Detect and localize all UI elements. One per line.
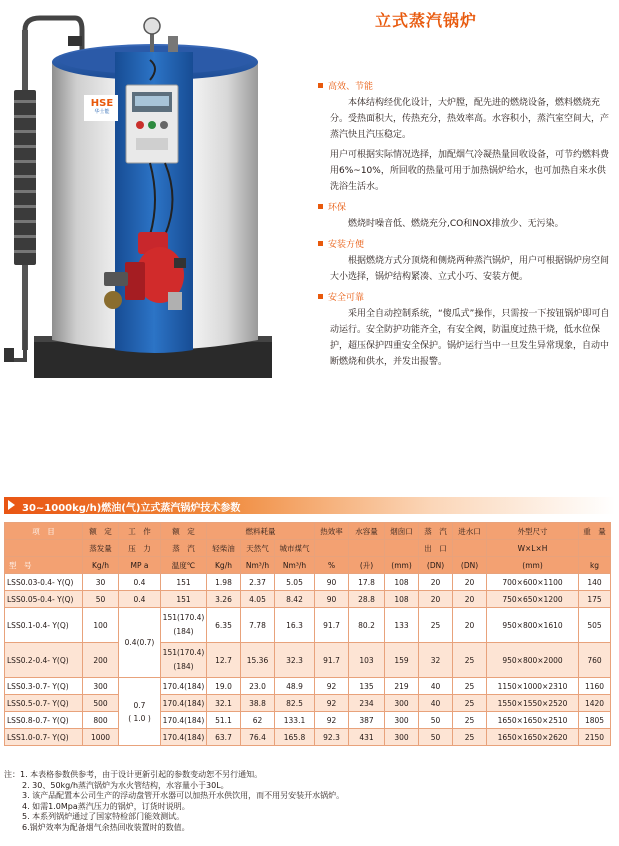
table-cell: 2150: [579, 729, 611, 746]
table-cell: 50: [419, 729, 453, 746]
unit-label: (mm): [385, 557, 419, 574]
table-cell: 19.0: [207, 678, 241, 695]
table-cell: 1.98: [207, 574, 241, 591]
table-cell: 431: [349, 729, 385, 746]
header-fuel-gas: 天然气: [241, 540, 275, 557]
header-temp-2: 蒸 汽: [161, 540, 207, 557]
table-cell: 38.8: [241, 695, 275, 712]
section-title: 30~1000kg/h)燃油(气)立式蒸汽锅炉技术参数: [22, 503, 241, 514]
table-cell: 108: [385, 591, 419, 608]
unit-label: kg: [579, 557, 611, 574]
table-cell: 92: [315, 712, 349, 729]
header-steam-2: 出 口: [419, 540, 453, 557]
table-cell: 91.7: [315, 643, 349, 678]
table-cell: 48.9: [275, 678, 315, 695]
table-cell: LSS0.5-0.7- Y(Q): [5, 695, 83, 712]
table-cell: 15.36: [241, 643, 275, 678]
note-line: 2. 30、50kg/h蒸汽锅炉为水火管结构，水容量小于30L。: [22, 780, 229, 790]
feature-text: 用户可根据实际情况选择，加配烟气冷凝热量回收设备，可节约燃料费用6%~10%，所回收的热量可用于加热锅炉给水，也可加热自来水供洗浴生活水。: [330, 150, 610, 192]
feature-text: 采用全自动控制系统，“傻瓜式”操作，只需按一下按钮锅炉即可自动运行。安全防护功能齐全，有安全阀，防温度过热干烧，低水位保护，超压保护四重安全保护。锅炉运行当中一旦发生异常现象，自动中断燃烧和供水，并发出报警。: [330, 309, 610, 367]
table-cell: LSS0.03-0.4- Y(Q): [5, 574, 83, 591]
table-cell: 300: [385, 695, 419, 712]
table-cell: 28.8: [349, 591, 385, 608]
feature-heading: 环保: [318, 199, 610, 213]
table-cell: 25: [453, 729, 487, 746]
table-row: [5, 574, 611, 591]
note-line: 注：1. 本表格参数供参考，由于设计更新引起的参数变动恕不另行通知。: [4, 770, 263, 779]
table-cell: 92: [315, 695, 349, 712]
arrow-right-icon: [8, 500, 15, 510]
table-cell: 1550×1550×2520: [487, 695, 579, 712]
table-cell: 100: [83, 608, 119, 643]
header-rated: 额 定: [83, 523, 119, 540]
note-line: 6.锅炉效率为配备烟气余热回收装置时的数值。: [22, 822, 190, 832]
header-model: 型 号: [5, 557, 83, 574]
table-cell: 25: [453, 643, 487, 678]
table-cell: 6.35: [207, 608, 241, 643]
table-cell: 103: [349, 643, 385, 678]
table-cell: 20: [419, 574, 453, 591]
table-cell: 50: [83, 591, 119, 608]
table-row: [5, 591, 611, 608]
table-cell: 1150×1000×2310: [487, 678, 579, 695]
table-row: [5, 678, 611, 695]
brand-logo: [87, 98, 117, 116]
feature-text: 本体结构经优化设计，大炉膛，配先进的燃烧设备，燃料燃烧充分。受热面积大，传热充分，热效率高。水容积小，蒸汽室空间大，产蒸汽快且汽压稳定。: [330, 98, 610, 140]
table-cell: 300: [385, 729, 419, 746]
table-cell: 165.8: [275, 729, 315, 746]
table-cell: 82.5: [275, 695, 315, 712]
header-rated-2: 蒸发量: [83, 540, 119, 557]
header-fuel: 燃料耗量: [207, 523, 315, 540]
table-cell: 170.4(184): [161, 729, 207, 746]
note-line: 3. 该产品配置本公司生产的浮动盘管开水器可以加热开水供饮用，而不用另安装开水锅炉。: [22, 791, 345, 801]
header-water: 水容量: [349, 523, 385, 540]
unit-label: MP a: [119, 557, 161, 574]
table-cell: 300: [83, 678, 119, 695]
table-cell: 92: [315, 678, 349, 695]
note-line: 5. 本系列锅炉通过了国家特检部门能效测试。: [22, 812, 185, 822]
unit-label: Kg/h: [83, 557, 119, 574]
table-cell: 30: [83, 574, 119, 591]
table-cell: 387: [349, 712, 385, 729]
table-cell: 20: [453, 591, 487, 608]
table-cell: 1420: [579, 695, 611, 712]
feature-text: 燃烧时噪音低、燃烧充分,CO和NOX排放少、无污染。: [348, 219, 564, 229]
table-cell: 135: [349, 678, 385, 695]
table-cell: 700×600×1100: [487, 574, 579, 591]
table-cell: LSS1.0-0.7- Y(Q): [5, 729, 83, 746]
table-cell: 159: [385, 643, 419, 678]
brand-logo-text: HSE: [90, 98, 114, 109]
table-cell: 950×800×2000: [487, 643, 579, 678]
table-cell: 20: [419, 591, 453, 608]
header-flue: 烟囱口: [385, 523, 419, 540]
table-cell: 40: [419, 695, 453, 712]
table-cell: 760: [579, 643, 611, 678]
header-weight: 重 量: [579, 523, 611, 540]
table-cell: 12.7: [207, 643, 241, 678]
unit-label: (DN): [419, 557, 453, 574]
feature-heading: 安装方便: [318, 236, 610, 250]
notes: [4, 770, 614, 834]
table-cell: 17.8: [349, 574, 385, 591]
table-cell: LSS0.05-0.4- Y(Q): [5, 591, 83, 608]
table-row: [5, 729, 611, 746]
table-cell: 90: [315, 574, 349, 591]
unit-label: %: [315, 557, 349, 574]
header-pressure-2: 压 力: [119, 540, 161, 557]
table-cell: 25: [419, 608, 453, 643]
table-cell: 23.0: [241, 678, 275, 695]
bullet-square-icon: [318, 204, 323, 209]
note-line: 4. 如需1.0Mpa蒸汽压力的锅炉，订货时说明。: [22, 801, 190, 811]
table-cell: 500: [83, 695, 119, 712]
table-cell: 133.1: [275, 712, 315, 729]
table-cell: 32.3: [275, 643, 315, 678]
header-dim-sub: W×L×H: [487, 540, 579, 557]
table-cell: 51.1: [207, 712, 241, 729]
table-cell: 20: [453, 608, 487, 643]
table-cell: 1000: [83, 729, 119, 746]
table-cell: 1650×1650×2510: [487, 712, 579, 729]
table-cell: 0.4: [119, 591, 161, 608]
table-row: [5, 695, 611, 712]
table-cell: 16.3: [275, 608, 315, 643]
table-cell: 170.4(184): [161, 712, 207, 729]
table-cell: 8.42: [275, 591, 315, 608]
table-row: [5, 643, 611, 678]
table-cell: 151: [161, 591, 207, 608]
table-cell: 25: [453, 712, 487, 729]
table-cell: 1650×1650×2620: [487, 729, 579, 746]
table-cell: LSS0.3-0.7- Y(Q): [5, 678, 83, 695]
table-cell: 32: [419, 643, 453, 678]
table-cell: 234: [349, 695, 385, 712]
table-cell: 91.7: [315, 608, 349, 643]
table-cell: 133: [385, 608, 419, 643]
feature-list: [318, 78, 610, 374]
header-steam: 蒸 汽: [419, 523, 453, 540]
table-cell: 170.4(184): [161, 678, 207, 695]
table-cell: 300: [385, 712, 419, 729]
table-cell: LSS0.8-0.7- Y(Q): [5, 712, 83, 729]
section-header: [4, 497, 615, 514]
table-cell: 5.05: [275, 574, 315, 591]
page-title: 立式蒸汽锅炉: [375, 11, 478, 30]
unit-label: Kg/h: [207, 557, 241, 574]
table-cell: 76.4: [241, 729, 275, 746]
header-item: 项 目: [5, 523, 83, 540]
header-inlet: 进水口: [453, 523, 487, 540]
table-cell: 4.05: [241, 591, 275, 608]
unit-label: Nm³/h: [275, 557, 315, 574]
table-row: [5, 608, 611, 643]
table-cell: 1805: [579, 712, 611, 729]
table-cell: 32.1: [207, 695, 241, 712]
bullet-square-icon: [318, 83, 323, 88]
table-cell: 92.3: [315, 729, 349, 746]
table-cell: 175: [579, 591, 611, 608]
table-cell: 200: [83, 643, 119, 678]
table-cell: 170.4(184): [161, 695, 207, 712]
bullet-square-icon: [318, 241, 323, 246]
table-cell: 505: [579, 608, 611, 643]
header-fuel-city: 城市煤气: [275, 540, 315, 557]
table-cell: 3.26: [207, 591, 241, 608]
table-cell: 950×800×1610: [487, 608, 579, 643]
boiler-illustration: [0, 0, 330, 395]
feature-heading: 高效、节能: [318, 78, 610, 92]
table-cell: 25: [453, 695, 487, 712]
unit-label: (升): [349, 557, 385, 574]
table-cell: 80.2: [349, 608, 385, 643]
table-cell: 1160: [579, 678, 611, 695]
header-fuel-oil: 轻柴油: [207, 540, 241, 557]
header-pressure: 工 作: [119, 523, 161, 540]
table-cell: 151(170.4) (184): [161, 643, 207, 678]
spec-table: [4, 522, 611, 746]
feature-heading: 安全可靠: [318, 289, 610, 303]
table-cell: 750×650×1200: [487, 591, 579, 608]
table-cell: 50: [419, 712, 453, 729]
bullet-square-icon: [318, 294, 323, 299]
table-cell: 2.37: [241, 574, 275, 591]
table-cell: 108: [385, 574, 419, 591]
table-cell: LSS0.2-0.4- Y(Q): [5, 643, 83, 678]
unit-label: (mm): [487, 557, 579, 574]
unit-label: 温度℃: [161, 557, 207, 574]
unit-label: (DN): [453, 557, 487, 574]
table-cell: 151(170.4) (184): [161, 608, 207, 643]
table-cell: 0.4: [119, 574, 161, 591]
feature-text: 根据燃烧方式分顶烧和侧烧两种蒸汽锅炉，用户可根据锅炉房空间大小选择，锅炉结构紧凑、立式小巧、安装方便。: [330, 256, 610, 282]
pressure-group-cell: 0.7 ( 1.0 ): [119, 678, 161, 746]
table-cell: LSS0.1-0.4- Y(Q): [5, 608, 83, 643]
table-cell: 151: [161, 574, 207, 591]
table-cell: 7.78: [241, 608, 275, 643]
table-cell: 140: [579, 574, 611, 591]
table-cell: 800: [83, 712, 119, 729]
table-cell: 219: [385, 678, 419, 695]
header-dim: 外型尺寸: [487, 523, 579, 540]
brand-company: 华士能: [94, 109, 110, 115]
unit-label: Nm³/h: [241, 557, 275, 574]
table-cell: 62: [241, 712, 275, 729]
header-eff: 热效率: [315, 523, 349, 540]
table-cell: 20: [453, 574, 487, 591]
table-cell: 25: [453, 678, 487, 695]
table-cell: 40: [419, 678, 453, 695]
table-cell: 90: [315, 591, 349, 608]
table-row: [5, 712, 611, 729]
pressure-group-cell: 0.4(0.7): [119, 608, 161, 678]
table-cell: 63.7: [207, 729, 241, 746]
header-temp: 额 定: [161, 523, 207, 540]
